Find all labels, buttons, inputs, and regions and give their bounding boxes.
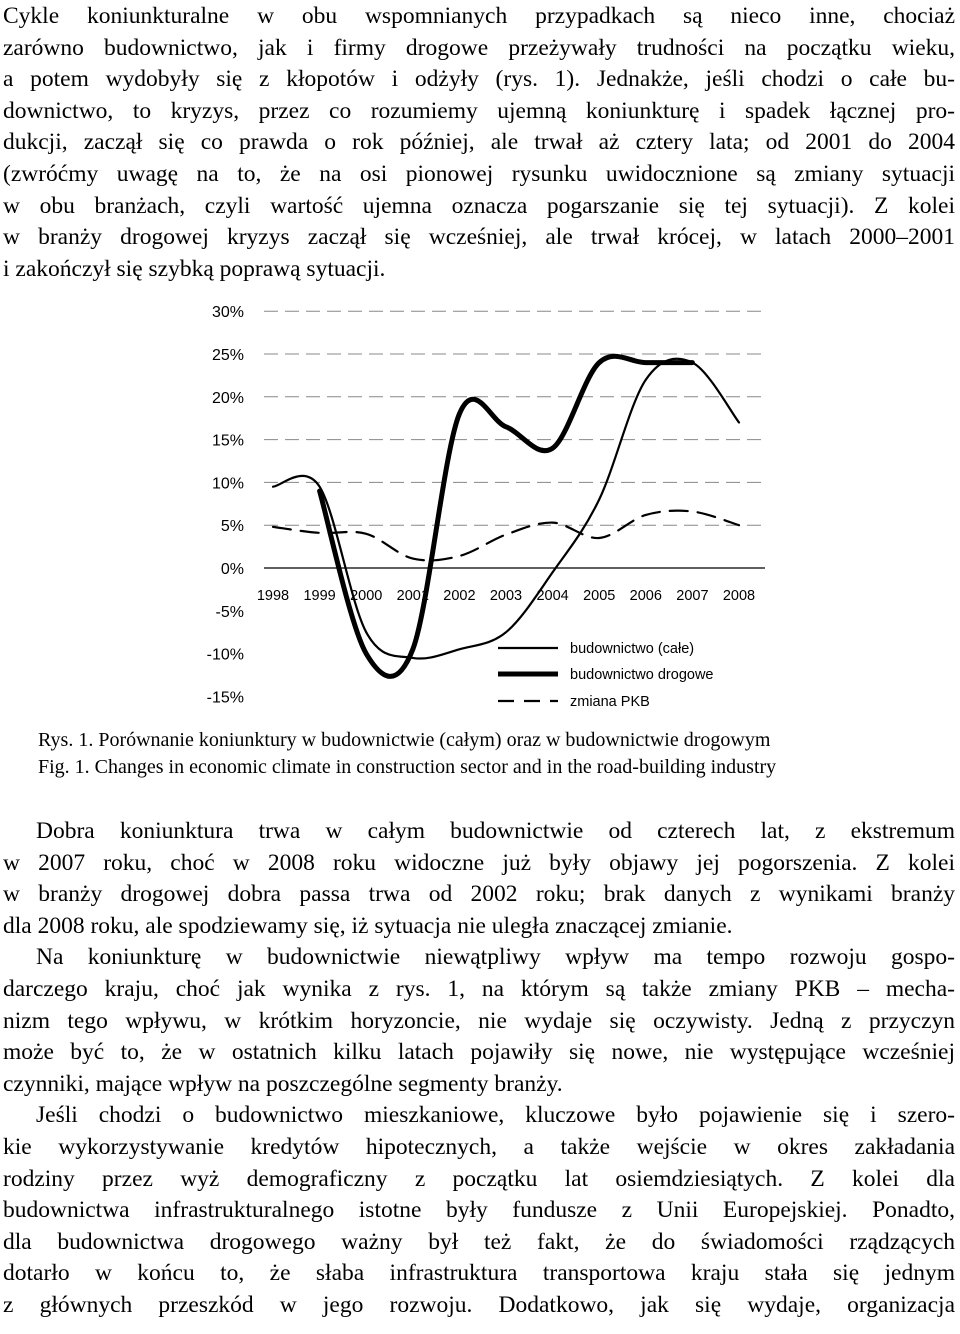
text-line: darczego kraju, choć jak wynika z rys. 1, na którym są także zmiany PKB – mecha- <box>3 975 955 1002</box>
text-line: Na koniunkturę w budownictwie niewątpliwy wpływ ma tempo rozwoju gospo- <box>36 944 955 971</box>
series-line <box>273 359 739 659</box>
y-tick-label: 15% <box>211 432 244 450</box>
text-line: (zwróćmy uwagę na to, że na osi pionowej rysunku uwidocznione są zmiany sytuacji <box>3 160 955 187</box>
y-axis-ticks <box>207 304 244 706</box>
x-tick-label: 1998 <box>256 588 290 604</box>
text-line: Jeśli chodzi o budownictwo mieszkaniowe, kluczowe było pojawienie się i szero- <box>36 1102 955 1129</box>
y-tick-label: 5% <box>220 518 244 536</box>
text-line: kie wykorzystywanie kredytów hipotecznych, a także wejście w okres zakładania <box>3 1133 955 1160</box>
y-tick-label: 30% <box>211 304 244 322</box>
text-line: zarówno budownictwo, jak i firmy drogowe przeżywały trudności na początku wieku, <box>3 34 955 61</box>
text-line: czynniki, mające wpływ na poszczególne segmenty branży. <box>3 1070 563 1097</box>
figure-caption-pl: Rys. 1. Porównanie koniunktury w budownictwie (całym) oraz w budownictwie drogowym <box>38 729 771 751</box>
y-tick-label: 0% <box>220 561 244 578</box>
text-line: Dobra koniunktura trwa w całym budownictwie od czterech lat, z ekstremum <box>36 818 955 844</box>
x-tick-label: 2006 <box>629 588 662 604</box>
text-line: rodziny przez wyż demograficzny z początku lat osiemdziesiątych. Z kolei dla <box>3 1165 955 1192</box>
text-line: dukcji, zaczął się co prawda o rok później, ale trwał aż cztery lata; od 2001 do 2004 <box>3 129 955 156</box>
legend-label: budownictwo drogowe <box>570 667 714 683</box>
y-tick-label: -10% <box>206 646 244 664</box>
text-line: dla budownictwa drogowego ważny był też fakt, że do świadomości rządzących <box>3 1228 955 1255</box>
paragraph-top <box>3 1 955 285</box>
y-tick-label: -15% <box>206 689 244 707</box>
text-line: w branży drogowej kryzys zaczął się wcześniej, ale trwał krócej, w latach 2000–2001 <box>3 224 955 251</box>
text-line: dotarło w końcu to, że słaba infrastruktura transportowa kraju stała się jednym <box>3 1260 955 1287</box>
series-line <box>320 356 693 676</box>
legend-label: zmiana PKB <box>570 694 650 710</box>
x-tick-label: 2000 <box>350 588 383 604</box>
text-line: i zakończył się szybką poprawą sytuacji. <box>3 255 386 282</box>
paragraph-bottom <box>3 816 955 1322</box>
x-axis-ticks <box>257 588 755 604</box>
text-line: budownictwa infrastrukturalnego istotne były fundusze z Unii Europejskiej. Ponadto, <box>3 1197 955 1224</box>
series-line <box>273 511 739 561</box>
legend-label: budownictwo (całe) <box>570 641 695 657</box>
construction-climate-chart <box>180 298 780 723</box>
chart-legend <box>498 641 713 710</box>
x-tick-label: 2003 <box>489 588 523 604</box>
text-line: a potem wydobyły się z kłopotów i odżyły (rys. 1). Jednakże, jeśli chodzi o całe bu- <box>3 66 955 93</box>
y-tick-label: -5% <box>215 603 244 621</box>
x-tick-label: 2001 <box>396 588 429 604</box>
text-line: z głównych przeszkód w jego rozwoju. Dodatkowo, jak się wydaje, organizacja <box>3 1291 955 1318</box>
y-tick-label: 10% <box>211 475 244 493</box>
text-line: Cykle koniunkturalne w obu wspomnianych przypadkach są nieco inne, chociaż <box>3 3 955 29</box>
chart-grid <box>264 311 765 568</box>
text-line: nizm tego wpływu, w krótkim horyzoncie, nie wydaje się oczywisty. Jedną z przyczyn <box>3 1007 955 1034</box>
text-line: może być to, że w ostatnich kilku latach pojawiły się nowe, nie występujące wcześniej <box>3 1039 955 1066</box>
text-line: w 2007 roku, choć w 2008 roku widoczne już były objawy jej pogorszenia. Z kolei <box>3 849 955 876</box>
x-tick-label: 1999 <box>303 588 336 604</box>
text-line: dla 2008 roku, ale spodziewamy się, iż sytuacja nie uległa znaczącej zmianie. <box>3 912 733 939</box>
x-tick-label: 2008 <box>722 588 756 604</box>
text-line: downictwo, to kryzys, przez co rozumiemy ujemną koniunkturę i spadek łącznej pro- <box>3 97 955 124</box>
text-line: w branży drogowej dobra passa trwa od 2002 roku; brak danych z wynikami branży <box>3 881 955 908</box>
y-tick-label: 20% <box>211 389 244 407</box>
x-tick-label: 2007 <box>676 588 709 604</box>
chart-series <box>273 356 739 676</box>
x-tick-label: 2004 <box>536 588 569 604</box>
text-line: w obu branżach, czyli wartość ujemna oznacza pogarszanie się tej sytuacji). Z kolei <box>3 192 955 219</box>
x-tick-label: 2002 <box>443 588 476 604</box>
figure-caption-en: Fig. 1. Changes in economic climate in construction sector and in the road-building industry <box>38 756 777 778</box>
x-tick-label: 2005 <box>583 588 616 604</box>
y-tick-label: 25% <box>211 347 244 364</box>
